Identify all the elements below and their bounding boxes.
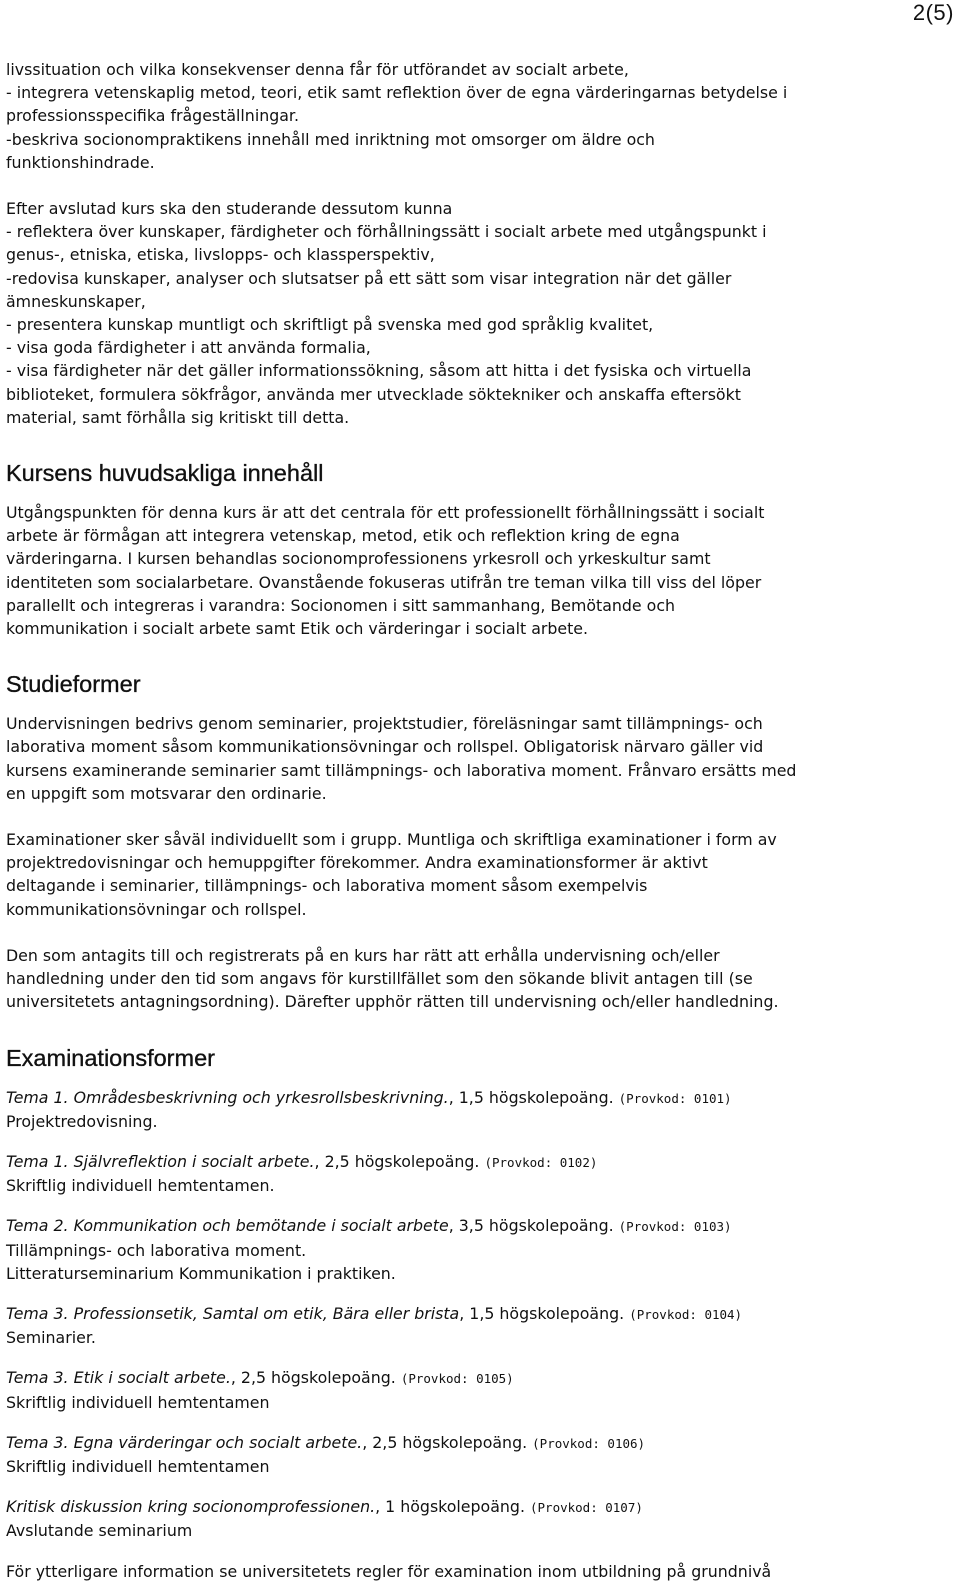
after-course-paragraph [6, 197, 956, 429]
exam-title: Tema 2. Kommunikation och bemötande i socialt arbete [6, 1216, 449, 1236]
study-paragraph [6, 944, 956, 1014]
exam-item [6, 1302, 956, 1349]
exam-credits: , 2,5 högskolepoäng. [362, 1432, 528, 1452]
text-line: Efter avslutad kurs ska den studerande dessutom kunna [6, 199, 453, 219]
study-paragraph [6, 828, 956, 921]
exam-credits: , 2,5 högskolepoäng. [314, 1151, 480, 1171]
exam-credits: , 3,5 högskolepoäng. [448, 1216, 614, 1236]
exam-item [6, 1086, 956, 1133]
exam-credits: , 2,5 högskolepoäng. [230, 1368, 396, 1388]
text-line: arbete är förmågan att integrera vetenskap, metod, etik och reflektion kring de egna [6, 526, 680, 546]
exam-description: Avslutande seminarium [6, 1521, 193, 1541]
text-line: Examinationer sker såväl individuellt som i grupp. Muntliga och skriftliga examinationer i form av [6, 830, 777, 850]
text-line: - reflektera över kunskaper, färdigheter och förhållningssätt i socialt arbete med utgångspunkt i [6, 222, 767, 242]
text-line: handledning under den tid som angavs för kurstillfället som den sökande blivit antagen till (se [6, 969, 753, 989]
text-line: parallellt och integreras i varandra: Socionomen i sitt sammanhang, Bemötande och [6, 595, 676, 615]
exam-code: (Provkod: 0102) [484, 1154, 598, 1170]
text-line: laborativa moment såsom kommunikationsövningar och rollspel. Obligatorisk närvaro gäller vid [6, 737, 764, 757]
text-line: - visa goda färdigheter i att använda formalia, [6, 338, 371, 358]
text-line: biblioteket, formulera sökfrågor, använda mer utvecklade söktekniker och anskaffa eftersökt [6, 384, 741, 404]
exam-description: Skriftlig individuell hemtentamen [6, 1456, 270, 1476]
text-line: universitetets antagningsordning). Därefter upphör rätten till undervisning och/eller handledning. [6, 992, 779, 1012]
text-line: ämneskunskaper, [6, 291, 146, 311]
exam-code: (Provkod: 0101) [618, 1090, 732, 1106]
section-heading-content: Kursens huvudsakliga innehåll [6, 460, 324, 487]
text-line: Utgångspunkten för denna kurs är att det centrala för ett professionellt förhållningssätt i socialt [6, 503, 765, 523]
text-line: kommunikationsövningar och rollspel. [6, 899, 307, 919]
exam-description: Seminarier. [6, 1328, 96, 1348]
exam-description: Litteraturseminarium Kommunikation i praktiken. [6, 1263, 396, 1283]
study-paragraph [6, 712, 956, 805]
content-paragraph [6, 501, 956, 640]
section-heading-study: Studieformer [6, 671, 141, 698]
exam-credits: , 1 högskolepoäng. [375, 1497, 525, 1517]
text-line: kommunikation i socialt arbete samt Etik och värderingar i socialt arbete. [6, 619, 589, 639]
page-number: 2(5) [912, 0, 954, 25]
text-line: - integrera vetenskaplig metod, teori, etik samt reflektion över de egna värderingarnas betydelse i [6, 83, 788, 103]
exam-title: Tema 3. Professionsetik, Samtal om etik, Bära eller brista [6, 1303, 460, 1323]
exam-credits: , 1,5 högskolepoäng. [459, 1303, 625, 1323]
exam-code: (Provkod: 0103) [618, 1219, 732, 1235]
exam-item [6, 1366, 956, 1413]
text-line: värderingarna. I kursen behandlas socionomprofessionens yrkesroll och yrkeskultur samt [6, 549, 711, 569]
document-body [6, 58, 956, 1583]
text-line: För ytterligare information se universitetets regler för examination inom utbildning på grundnivå [6, 1561, 772, 1581]
exam-item [6, 1495, 956, 1542]
text-line: deltagande i seminarier, tillämpnings- och laborativa moment såsom exempelvis [6, 876, 648, 896]
exam-credits: , 1,5 högskolepoäng. [448, 1087, 614, 1107]
exam-description: Tillämpnings- och laborativa moment. [6, 1240, 307, 1260]
text-line: funktionshindrade. [6, 152, 155, 172]
text-line: -redovisa kunskaper, analyser och slutsatser på ett sätt som visar integration när det gäller [6, 268, 732, 288]
exam-item [6, 1214, 956, 1285]
text-line: -beskriva socionompraktikens innehåll med inriktning mot omsorger om äldre och [6, 129, 655, 149]
exam-item [6, 1150, 956, 1197]
exam-item [6, 1431, 956, 1478]
text-line: professionsspecifika frågeställningar. [6, 106, 299, 126]
text-line: en uppgift som motsvarar den ordinarie. [6, 783, 327, 803]
text-line: - presentera kunskap muntligt och skriftligt på svenska med god språklig kvalitet, [6, 315, 654, 335]
exam-code: (Provkod: 0105) [400, 1371, 514, 1387]
exam-title: Tema 1. Självreflektion i socialt arbete. [6, 1151, 315, 1171]
text-line: material, samt förhålla sig kritiskt till detta. [6, 407, 350, 427]
text-line: livssituation och vilka konsekvenser denna får för utförandet av socialt arbete, [6, 60, 629, 79]
exam-title: Tema 3. Etik i socialt arbete. [6, 1368, 231, 1388]
exam-description: Skriftlig individuell hemtentamen [6, 1392, 270, 1412]
exam-description: Skriftlig individuell hemtentamen. [6, 1176, 275, 1196]
text-line: genus-, etniska, etiska, livslopps- och klassperspektiv, [6, 245, 435, 265]
text-line: Undervisningen bedrivs genom seminarier, projektstudier, föreläsningar samt tillämpnings- och [6, 714, 763, 734]
section-heading-exam: Examinationsformer [6, 1044, 215, 1071]
exam-description: Projektredovisning. [6, 1111, 158, 1131]
exam-title: Tema 3. Egna värderingar och socialt arbete. [6, 1432, 363, 1452]
exam-footer-paragraph [6, 1560, 956, 1583]
text-line: - visa färdigheter när det gäller informationssökning, såsom att hitta i det fysiska och virtuella [6, 361, 752, 381]
intro-paragraph [6, 58, 956, 174]
text-line: Den som antagits till och registrerats på en kurs har rätt att erhålla undervisning och/eller [6, 945, 720, 965]
exam-code: (Provkod: 0106) [532, 1435, 646, 1451]
exam-code: (Provkod: 0104) [629, 1306, 743, 1322]
exam-code: (Provkod: 0107) [530, 1500, 643, 1516]
text-line: identiteten som socialarbetare. Ovanstående fokuseras utifrån tre teman vilka till viss del löper [6, 572, 762, 592]
text-line: projektredovisningar och hemuppgifter förekommer. Andra examinationsformer är aktivt [6, 853, 708, 873]
exam-title: Kritisk diskussion kring socionomprofessionen. [6, 1497, 376, 1517]
text-line: kursens examinerande seminarier samt tillämpnings- och laborativa moment. Frånvaro ersätts med [6, 760, 797, 780]
exam-title: Tema 1. Områdesbeskrivning och yrkesrollsbeskrivning. [6, 1087, 449, 1107]
